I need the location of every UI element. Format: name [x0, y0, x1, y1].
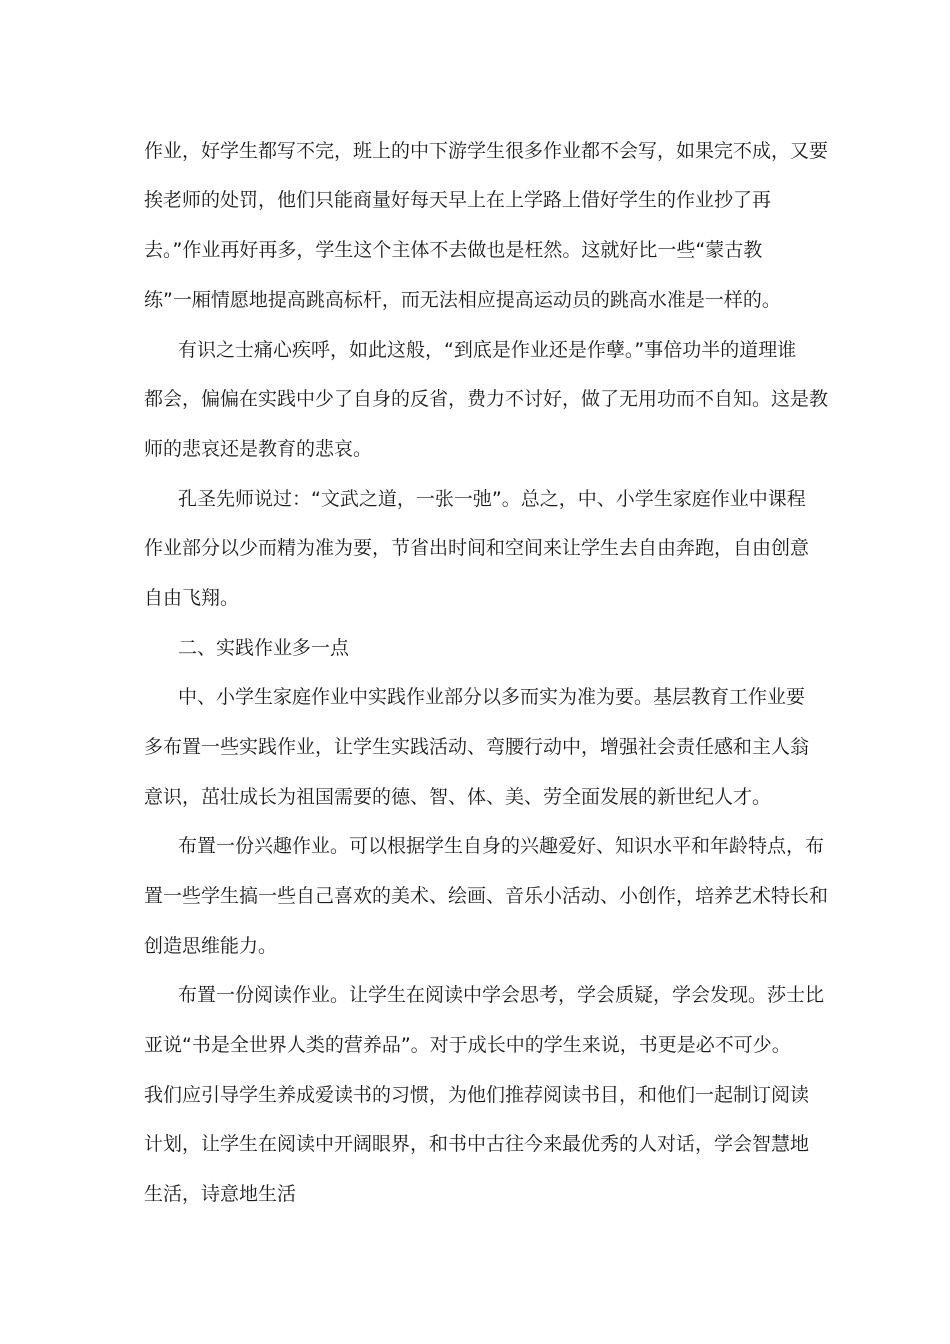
paragraph-first-line: 中、小学生家庭作业中实践作业部分以多而实为准为要。基层教育工作业要 [178, 686, 806, 708]
paragraph-first-line: 布置一份兴趣作业。可以根据学生自身的兴趣爱好、知识水平和年龄特点，布 [178, 835, 825, 857]
text-line: 作业，好学生都写不完，班上的中下游学生很多作业都不会写，如果完不成，又要 [144, 140, 829, 162]
text-line: 创造思维能力。 [144, 935, 278, 957]
text-line: 自由飞翔。 [144, 587, 240, 609]
text-line: 置一些学生搞一些自己喜欢的美术、绘画、音乐小活动、小创作，培养艺术特长和 [144, 885, 829, 907]
section-heading: 二、实践作业多一点 [178, 637, 350, 659]
text-line: 意识，茁壮成长为祖国需要的德、智、体、美、劳全面发展的新世纪人才。 [144, 786, 772, 808]
text-line: 我们应引导学生养成爱读书的习惯，为他们推荐阅读书目，和他们一起制订阅读 [144, 1084, 810, 1106]
paragraph-first-line: 孔圣先师说过：“文武之道，一张一弛”。总之，中、小学生家庭作业中课程 [178, 488, 806, 510]
text-line: 去。”作业再好再多，学生这个主体不去做也是枉然。这就好比一些“蒙古教 [144, 239, 763, 261]
paragraph-first-line: 布置一份阅读作业。让学生在阅读中学会思考，学会质疑，学会发现。莎士比 [178, 984, 825, 1006]
text-line: 挨老师的处罚，他们只能商量好每天早上在上学路上借好学生的作业抄了再 [144, 189, 772, 211]
text-line: 计划，让学生在阅读中开阔眼界，和书中古往今来最优秀的人对话，学会智慧地 [144, 1133, 810, 1155]
text-line: 生活，诗意地生活 [144, 1183, 297, 1205]
text-line: 亚说“书是全世界人类的营养品”。对于成长中的学生来说，书更是必不可少。 [144, 1034, 791, 1056]
text-line: 练”一厢情愿地提高跳高标杆，而无法相应提高运动员的跳高水准是一样的。 [144, 289, 781, 311]
text-line: 作业部分以少而精为准为要，节省出时间和空间来让学生去自由奔跑，自由创意 [144, 537, 810, 559]
text-line: 师的悲哀还是教育的悲哀。 [144, 438, 373, 460]
text-line: 都会，偏偏在实践中少了自身的反省，费力不讨好，做了无用功而不自知。这是教 [144, 388, 829, 410]
paragraph-first-line: 有识之士痛心疾呼，如此这般，“到底是作业还是作孽。”事倍功半的道理谁 [178, 339, 797, 361]
text-line: 多布置一些实践作业，让学生实践活动、弯腰行动中，增强社会责任感和主人翁 [144, 736, 810, 758]
